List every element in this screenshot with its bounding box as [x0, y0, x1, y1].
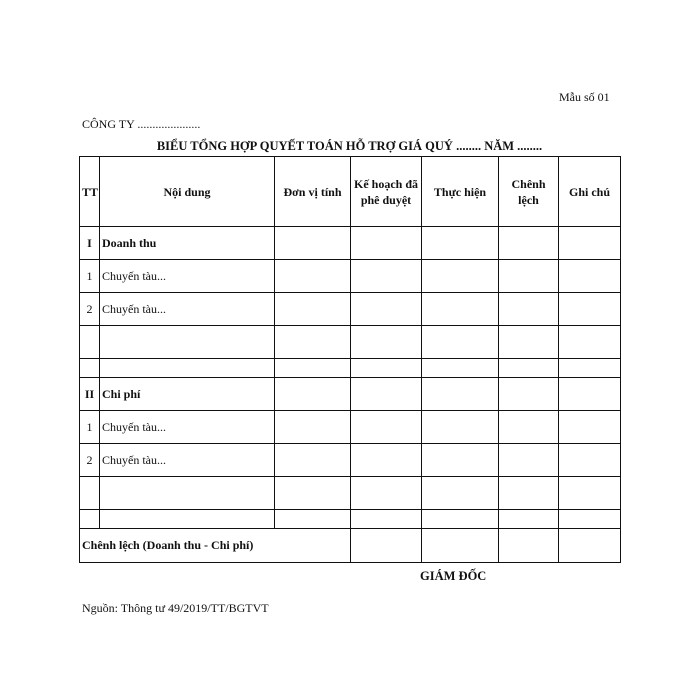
row-content: Chi phí: [100, 378, 275, 411]
column-header: Thực hiện: [422, 157, 499, 227]
table-cell: [559, 359, 621, 378]
row-index: [80, 326, 100, 359]
table-cell: [422, 260, 499, 293]
table-cell: [422, 444, 499, 477]
row-index: I: [80, 227, 100, 260]
table-cell: [422, 326, 499, 359]
row-content: [100, 359, 275, 378]
table-cell: [275, 260, 351, 293]
column-header: Đơn vị tính: [275, 157, 351, 227]
table-cell: [351, 378, 422, 411]
row-content: Chuyến tàu...: [100, 293, 275, 326]
row-content: Chuyến tàu...: [100, 411, 275, 444]
row-content: Chuyến tàu...: [100, 260, 275, 293]
table-cell: [559, 477, 621, 510]
table-row: [80, 359, 621, 378]
table-cell: [559, 529, 621, 563]
table-cell: [275, 293, 351, 326]
settlement-table: [79, 156, 621, 563]
table-cell: [351, 529, 422, 563]
table-cell: [559, 510, 621, 529]
table-cell: [559, 378, 621, 411]
table-cell: [351, 411, 422, 444]
table-cell: [422, 510, 499, 529]
table-row: [80, 411, 621, 444]
table-row: [80, 260, 621, 293]
column-header: Ghi chú: [559, 157, 621, 227]
table-cell: [351, 444, 422, 477]
table-cell: [499, 378, 559, 411]
table-row: [80, 326, 621, 359]
table-row: [80, 378, 621, 411]
table-cell: [559, 326, 621, 359]
table-cell: [499, 529, 559, 563]
director-signature-label: GIÁM ĐỐC: [420, 569, 487, 583]
column-header: TT: [80, 157, 100, 227]
row-index: [80, 477, 100, 510]
table-cell: [351, 359, 422, 378]
table-cell: [559, 227, 621, 260]
column-header: Kế hoạch đã phê duyệt: [351, 157, 422, 227]
table-cell: [275, 444, 351, 477]
table-cell: [499, 510, 559, 529]
row-content: [100, 326, 275, 359]
table-cell: [422, 359, 499, 378]
table-cell: [351, 510, 422, 529]
table-cell: [559, 293, 621, 326]
row-content: Chuyến tàu...: [100, 444, 275, 477]
row-index: 2: [80, 444, 100, 477]
table-row: [80, 444, 621, 477]
table-cell: [499, 326, 559, 359]
table-cell: [351, 293, 422, 326]
table-cell: [422, 378, 499, 411]
table-cell: [499, 444, 559, 477]
table-cell: [499, 359, 559, 378]
form-code: Mẫu số 01: [559, 90, 610, 104]
table-cell: [275, 359, 351, 378]
table-cell: [422, 227, 499, 260]
row-index: [80, 510, 100, 529]
table-cell: [499, 411, 559, 444]
table-cell: [275, 227, 351, 260]
summary-row: [80, 529, 621, 563]
table-cell: [422, 477, 499, 510]
table-cell: [499, 293, 559, 326]
row-index: [80, 359, 100, 378]
table-cell: [275, 411, 351, 444]
table-cell: [499, 260, 559, 293]
row-index: 1: [80, 260, 100, 293]
table-cell: [559, 260, 621, 293]
table-cell: [499, 227, 559, 260]
table-cell: [351, 227, 422, 260]
table-cell: [559, 411, 621, 444]
row-content: [100, 510, 275, 529]
summary-label: Chênh lệch (Doanh thu - Chi phí): [80, 529, 351, 563]
table-cell: [351, 260, 422, 293]
table-cell: [499, 477, 559, 510]
table-cell: [275, 326, 351, 359]
row-content: Doanh thu: [100, 227, 275, 260]
table-cell: [351, 477, 422, 510]
source-note: Nguồn: Thông tư 49/2019/TT/BGTVT: [82, 601, 269, 615]
table-row: [80, 227, 621, 260]
column-header: Chênh lệch: [499, 157, 559, 227]
table-cell: [351, 326, 422, 359]
row-index: 1: [80, 411, 100, 444]
row-content: [100, 477, 275, 510]
table-row: [80, 477, 621, 510]
document-title: BIỂU TỔNG HỢP QUYẾT TOÁN HỖ TRỢ GIÁ QUÝ ........ NĂM ........: [156, 139, 543, 153]
table-header-row: [80, 157, 621, 227]
column-header: Nội dung: [100, 157, 275, 227]
company-name: CÔNG TY .....................: [82, 117, 201, 131]
table-row: [80, 293, 621, 326]
table-cell: [559, 444, 621, 477]
row-index: II: [80, 378, 100, 411]
table-cell: [422, 411, 499, 444]
table-row: [80, 510, 621, 529]
row-index: 2: [80, 293, 100, 326]
table-cell: [422, 293, 499, 326]
table-cell: [275, 477, 351, 510]
table-cell: [275, 378, 351, 411]
table-cell: [275, 510, 351, 529]
table-cell: [422, 529, 499, 563]
